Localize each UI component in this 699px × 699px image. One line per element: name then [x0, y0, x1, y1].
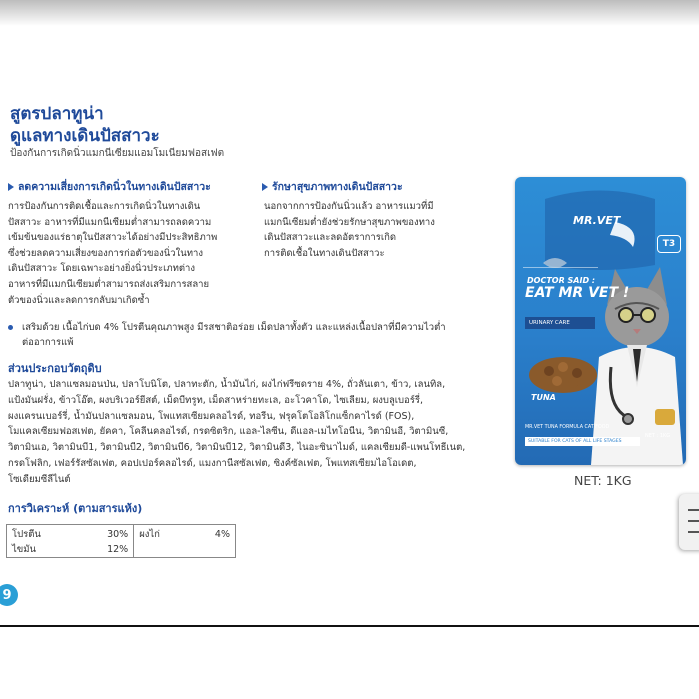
analysis-table	[6, 524, 236, 558]
benefit-right-body	[262, 199, 462, 261]
table-row	[7, 525, 236, 543]
benefit-left-line: อาหารที่มีแมกนีเซียมต่ำสามารถส่งเสริมการสลาย	[8, 278, 210, 290]
benefit-left-line: การป้องกันการติดเชื้อและการเกิดนิ่วในทางเดิน	[8, 201, 201, 212]
side-menu-button[interactable]	[679, 494, 699, 550]
bag-suitable-label: SUITABLE FOR CATS OF ALL LIFE STAGES	[525, 437, 640, 446]
triangle-bullet-icon	[262, 183, 268, 191]
benefit-right-line: การติดเชื้อในทางเดินปัสสาวะ	[264, 247, 385, 259]
page-subtitle: ป้องกันการเกิดนิ่วแมกนีเซียมแอมโมเนียมฟอสเฟต	[10, 148, 225, 159]
benefit-right-line: เดินปัสสาวะและลดอัตราการเกิด	[264, 232, 397, 244]
top-shadow	[0, 0, 699, 26]
analysis-value: 30%	[107, 529, 129, 540]
benefit-left-line: ตัวของนิ่วและลดการกลับมาเกิดซ้ำ	[8, 294, 150, 306]
benefit-left-line: เข้มข้นของแร่ธาตุในปัสสาวะได้อย่างมีประสิทธิภาพ	[8, 232, 218, 244]
analysis-label: ผงไก่	[134, 525, 190, 543]
analysis-label: โปรตีน	[12, 529, 41, 540]
benefit-right-heading-text: รักษาสุขภาพทางเดินปัสสาวะ	[272, 181, 403, 193]
analysis-title: การวิเคราะห์ (ตามสารแห้ง)	[8, 502, 143, 515]
ingredients-line: ผงแครนเบอร์รี่, น้ำมันปลาแซลมอน, โพแทสเซียมคลอไรด์, ทอรีน, ฟรุคโตโอลิโกแซ็กคาไรด์ (FOS),	[8, 410, 415, 422]
analysis-empty-cell	[190, 543, 236, 558]
benefit-right-line: แมกนีเซียมต่ำยังช่วยรักษาสุขภาพของทาง	[264, 216, 435, 228]
benefit-right-heading	[262, 178, 462, 195]
ingredients-line: กรดโฟลิก, เฟอร์รัสซัลเฟต, คอปเปอร์คลอไรด์, แมงกานีสซัลเฟต, ซิงค์ซัลเฟต, โพแทสเซียมไอโอเดต,	[8, 457, 417, 469]
benefit-right	[262, 178, 462, 261]
benefit-left-line: เดินปัสสาวะ โดยเฉพาะอย่างยิ่งนิ่วประเภทต่าง	[8, 263, 196, 275]
bag-slogan: EAT MR VET !	[525, 285, 630, 301]
ingredients-list	[8, 377, 478, 488]
net-weight-label: NET: 1KG	[574, 473, 632, 488]
feature-bullet-line: เสริมด้วย เนื้อไก่บด 4% โปรตีนคุณภาพสูง มีรสชาติอร่อย เม็ดปลาทั้งตัว และแหล่งเนื้อปลาที่มีความไวต่ำ	[22, 322, 446, 333]
page-title-secondary: ดูแลทางเดินปัสสาวะ	[10, 126, 160, 146]
bag-brand-logo: MR.VET	[573, 214, 621, 227]
bag-type-badge: T3	[657, 235, 681, 253]
benefit-left-line: ซึ่งช่วยลดความเสี่ยงของการก่อตัวของนิ่วในทาง	[8, 247, 203, 259]
benefit-left-heading	[8, 178, 253, 195]
benefit-left-line: ปัสสาวะ อาหารที่มีแมกนีเซียมต่ำสามารถลดความ	[8, 216, 212, 228]
bag-net-weight: NET : 1KG	[645, 433, 671, 439]
ingredients-line: โมแคลเซียมฟอสเฟต, ยัคคา, โคลีนคลอไรด์, กรดซิตริก, แอล-ไลซีน, ดีแอล-เมไทโอนีน, วิตามินอี, วิตามินซี,	[8, 426, 449, 438]
footer-divider	[0, 625, 699, 627]
ingredients-line: แป้งมันฝรั่ง, ข้าวโอ๊ต, ผงบริเวอร์ยีสต์, เม็ดบีทรูท, เม็ดสาหร่ายทะเล, อะโวคาโด, ไซเลียม, ผงบลูเบอร์รี่,	[8, 394, 423, 406]
bag-flavor: TUNA	[531, 393, 556, 402]
ingredients-title: ส่วนประกอบวัตถุดิบ	[8, 362, 102, 375]
benefit-right-line: นอกจากการป้องกันนิ่วแล้ว อาหารแมวที่มี	[264, 201, 434, 212]
ingredients-line: ปลาทูน่า, ปลาแซลมอนป่น, ปลาโบนิโต, ปลาทะตัก, น้ำมันไก่, ผงไก่ฟรีซดราย 4%, ถั่วลันเตา, ข้าว, เลนทิล,	[8, 379, 446, 390]
benefit-left-body	[8, 199, 253, 308]
feature-bullet-line: ต่ออาการแพ้	[22, 337, 74, 348]
feature-bullet	[8, 320, 468, 350]
analysis-empty-cell	[134, 543, 190, 558]
product-bag-image	[515, 177, 686, 465]
analysis-value: 4%	[214, 529, 230, 540]
ingredients-line: วิตามินเอ, วิตามินบี1, วิตามินบี2, วิตามินบี6, วิตามินบี12, วิตามินดี3, ไนอะซินาไมด์, แคลเซียมดี-แพนโทธีเนต,	[8, 442, 466, 454]
benefit-left	[8, 178, 253, 308]
bag-doctor-said: DOCTOR SAID :	[527, 276, 596, 285]
bag-urinary-label: URINARY CARE	[525, 317, 595, 329]
page-title: สูตรปลาทูน่า	[10, 104, 104, 124]
analysis-value: 12%	[107, 543, 129, 555]
page-number-badge: 9	[0, 584, 18, 606]
bullet-dot-icon	[8, 325, 13, 330]
analysis-label: ไขมัน	[12, 543, 37, 555]
triangle-bullet-icon	[8, 183, 14, 191]
ingredients-line: โซเดียมซีลีไนต์	[8, 473, 71, 485]
table-row	[7, 543, 236, 558]
benefit-left-heading-text: ลดความเสี่ยงการเกิดนิ่วในทางเดินปัสสาวะ	[18, 181, 211, 193]
bag-formula: MR.VET TUNA FORMULA CAT FOOD	[525, 425, 610, 430]
